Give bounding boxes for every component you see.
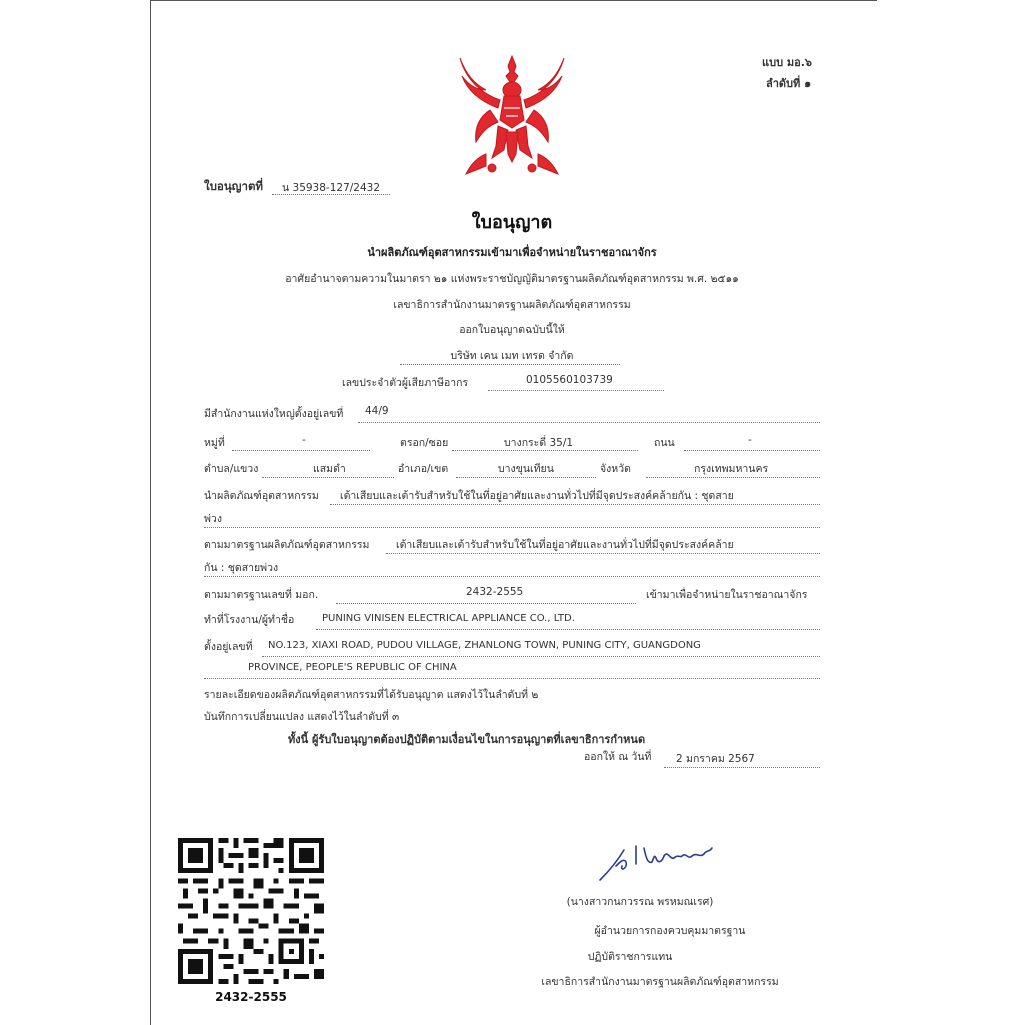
- standard-label: ตามมาตรฐานผลิตภัณฑ์อุตสาหกรรม: [204, 539, 370, 551]
- province-value: กรุงเทพมหานคร: [694, 463, 769, 475]
- license-no-label: ใบอนุญาตที่: [204, 179, 263, 193]
- form-sequence: ลำดับที่ ๑: [766, 77, 812, 90]
- factory-address-line2: PROVINCE, PEOPLE'S REPUBLIC OF CHINA: [248, 662, 457, 673]
- province-label: จังหวัด: [600, 463, 631, 475]
- tax-id-value: 0105560103739: [526, 374, 613, 386]
- factory-value: PUNING VINISEN ELECTRICAL APPLIANCE CO., LTD.: [322, 613, 575, 624]
- license-no-value: น 35938-127/2432: [282, 182, 381, 194]
- qr-caption: 2432-2555: [215, 990, 287, 1004]
- moo-value: -: [302, 434, 306, 446]
- notes-line1: รายละเอียดของผลิตภัณฑ์อุตสาหกรรมที่ได้รับอนุญาต แสดงไว้ในลำดับที่ ๒: [204, 689, 539, 701]
- soi-label: ตรอก/ซอย: [400, 437, 449, 449]
- conditions-statement: ทั้งนี้ ผู้รับใบอนุญาตต้องปฏิบัติตามเงื่อนไขในการอนุญาตที่เลขาธิการกำหนด: [288, 733, 646, 746]
- qr-code-icon: [178, 838, 324, 984]
- signatory-acting: ปฏิบัติราชการแทน: [587, 951, 673, 963]
- document-subtitle: นำผลิตภัณฑ์อุตสาหกรรมเข้ามาเพื่อจำหน่ายในราชอาณาจักร: [367, 246, 657, 259]
- moo-label: หมู่ที่: [204, 437, 225, 449]
- document-title: ใบอนุญาต: [471, 212, 553, 233]
- intro-line1: อาศัยอำนาจตามความในมาตรา ๒๑ แห่งพระราชบัญญัติมาตรฐานผลิตภัณฑ์อุตสาหกรรม พ.ศ. ๒๕๑๑: [285, 273, 739, 285]
- factory-address-line1: NO.123, XIAXI ROAD, PUDOU VILLAGE, ZHANLONG TOWN, PUNING CITY, GUANGDONG: [268, 640, 701, 651]
- product-label: นำผลิตภัณฑ์อุตสาหกรรม: [204, 490, 319, 502]
- product-value-line2: พ่วง: [204, 513, 222, 525]
- form-code: แบบ มอ.๖: [762, 56, 812, 69]
- signatory-office: เลขาธิการสำนักงานมาตรฐานผลิตภัณฑ์อุตสาหกรรม: [541, 976, 779, 988]
- issued-label: ออกให้ ณ วันที่: [584, 751, 652, 763]
- intro-line2: เลขาธิการสำนักงานมาตรฐานผลิตภัณฑ์อุตสาหกรรม: [393, 299, 631, 311]
- district-label: อำเภอ/เขต: [398, 463, 449, 475]
- standard-no-value: 2432-2555: [466, 586, 524, 598]
- subdistrict-value: แสมดำ: [313, 463, 346, 475]
- road-label: ถนน: [654, 437, 675, 449]
- product-value-line1: เต้าเสียบและเต้ารับสำหรับใช้ในที่อยู่อาศัยและงานทั่วไปที่มีจุดประสงค์คล้ายกัน : ชุดสาย: [340, 490, 734, 502]
- subdistrict-label: ตำบล/แขวง: [204, 463, 259, 475]
- standard-no-label: ตามมาตรฐานเลขที่ มอก.: [204, 589, 319, 601]
- factory-address-label: ตั้งอยู่เลขที่: [204, 641, 253, 653]
- issued-date: 2 มกราคม 2567: [676, 753, 755, 765]
- intro-line3: ออกใบอนุญาตฉบับนี้ให้: [459, 324, 565, 336]
- signatory-position: ผู้อำนวยการกองควบคุมมาตรฐาน: [594, 925, 746, 937]
- signature-icon: [596, 836, 718, 884]
- signatory-name: (นางสาวกนกวรรณ พรหมณเรศ): [566, 896, 714, 908]
- district-value: บางขุนเทียน: [498, 463, 554, 475]
- soi-value: บางกระดี่ 35/1: [504, 437, 574, 449]
- factory-label: ทำที่โรงงาน/ผู้ทำชื่อ: [204, 614, 295, 626]
- standard-value-line2: กัน : ชุดสายพ่วง: [204, 562, 279, 574]
- hq-label: มีสำนักงานแห่งใหญ่ตั้งอยู่เลขที่: [204, 408, 344, 420]
- notes-line2: บันทึกการเปลี่ยนแปลง แสดงไว้ในลำดับที่ ๓: [204, 711, 400, 723]
- standard-no-suffix: เข้ามาเพื่อจำหน่ายในราชอาณาจักร: [646, 589, 808, 601]
- standard-value-line1: เต้าเสียบและเต้ารับสำหรับใช้ในที่อยู่อาศัยและงานทั่วไปที่มีจุดประสงค์คล้าย: [396, 539, 734, 551]
- road-value: -: [748, 434, 752, 446]
- hq-value: 44/9: [365, 405, 389, 417]
- tax-id-label: เลขประจำตัวผู้เสียภาษีอากร: [342, 377, 469, 389]
- garuda-emblem-icon: [452, 50, 572, 182]
- company-name: บริษัท เคน เมท เทรด จำกัด: [450, 350, 574, 362]
